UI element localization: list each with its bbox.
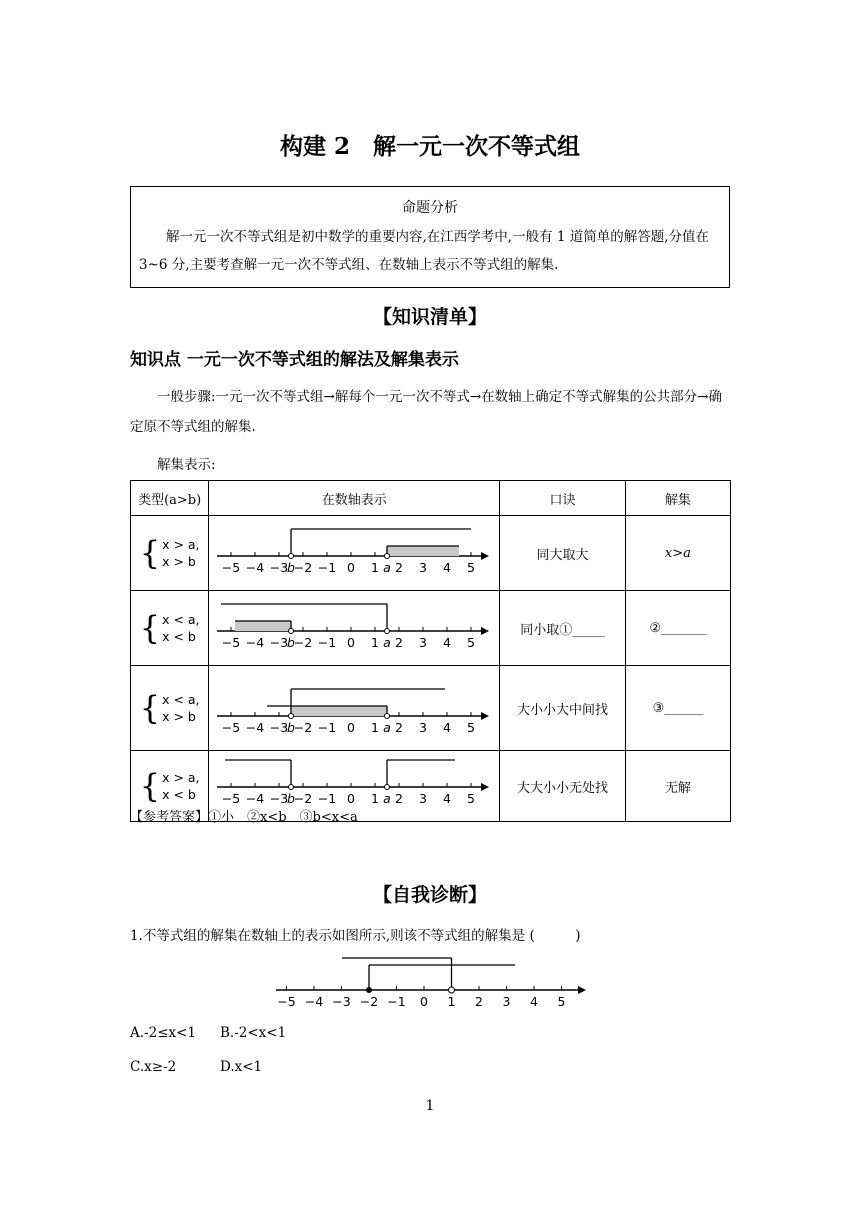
solution-cell: 无解 — [625, 751, 730, 822]
section-knowledge: 【知识清单】 — [372, 306, 487, 328]
tick-label: −1 — [318, 720, 337, 735]
tick-label: −3 — [270, 635, 289, 650]
tick-label: 1 — [371, 720, 380, 735]
tick-label: 5 — [467, 635, 476, 650]
tick-label: −3 — [270, 720, 289, 735]
option-d: D.x<1 — [220, 1059, 263, 1075]
tick-label: −5 — [277, 994, 296, 1009]
system-cell: { x > a, x > b — [131, 516, 209, 591]
option-a: A.-2≤x<1 — [130, 1025, 197, 1041]
tick-label: −3 — [270, 791, 289, 806]
tick-label: −4 — [304, 994, 324, 1009]
tick-label: 3 — [419, 791, 428, 806]
tick-label: 2 — [395, 635, 404, 650]
axis-arrow-icon — [578, 986, 586, 994]
tick-label: −2 — [294, 560, 313, 575]
tick-label: −1 — [318, 791, 337, 806]
tick-label: 2 — [395, 791, 404, 806]
solution-label: 解集表示: — [157, 457, 216, 473]
open-circle — [289, 629, 294, 634]
question-1-stem: 1.不等式组的解集在数轴上的表示如图所示,则该不等式组的解集是 ( ) — [130, 928, 581, 944]
tick-label: 5 — [467, 791, 476, 806]
solution-shading — [291, 706, 387, 716]
analysis-heading: 命题分析 — [402, 200, 458, 216]
tick-label: b — [287, 560, 296, 575]
brace-icon: { — [139, 534, 161, 572]
tick-label: 1 — [371, 635, 380, 650]
tick-label: 0 — [347, 560, 356, 575]
tick-label: 2 — [395, 560, 404, 575]
open-circle — [385, 554, 390, 559]
tick-label: a — [383, 791, 392, 806]
number-line — [209, 666, 499, 746]
open-circle — [449, 987, 455, 993]
tick-label: 4 — [443, 720, 452, 735]
tick-label: b — [287, 791, 296, 806]
brace-icon: { — [139, 767, 161, 805]
tick-label: a — [383, 560, 392, 575]
tick-label: a — [383, 635, 392, 650]
tick-label: −1 — [387, 994, 406, 1009]
tick-label: 5 — [557, 994, 566, 1009]
tick-label: −2 — [294, 720, 313, 735]
header-solution: 解集 — [625, 481, 730, 516]
tick-label: 5 — [467, 720, 476, 735]
rhyme-cell: 大大小小无处找 — [500, 751, 626, 822]
table-row — [131, 591, 731, 666]
tick-label: 1 — [447, 994, 456, 1009]
tick-label: 4 — [530, 994, 538, 1009]
tick-label: −4 — [246, 635, 265, 650]
option-b: B.-2<x<1 — [220, 1025, 287, 1041]
tick-label: b — [287, 720, 296, 735]
tick-label: 3 — [419, 720, 428, 735]
tick-label: −5 — [222, 791, 241, 806]
tick-label: −2 — [359, 994, 379, 1009]
tick-label: −3 — [332, 994, 351, 1009]
open-circle — [289, 554, 294, 559]
header-rhyme: 口诀 — [500, 481, 626, 516]
tick-label: 4 — [443, 560, 452, 575]
number-line — [209, 591, 499, 661]
tick-label: b — [287, 635, 296, 650]
tick-label: 0 — [347, 791, 356, 806]
open-circle — [385, 785, 390, 790]
header-numberline: 在数轴表示 — [209, 481, 500, 516]
option-c: C.x≥-2 — [130, 1059, 177, 1075]
analysis-box — [130, 186, 730, 288]
solution-shading — [235, 621, 291, 631]
tick-label: −5 — [222, 720, 241, 735]
table-row — [131, 516, 731, 591]
tick-label: 0 — [347, 635, 356, 650]
tick-label: −2 — [294, 635, 313, 650]
open-circle — [289, 785, 294, 790]
tick-label: a — [383, 720, 392, 735]
table-row — [131, 666, 731, 751]
number-line-cell — [209, 591, 500, 666]
tick-label: 0 — [347, 720, 356, 735]
closed-circle — [366, 987, 372, 993]
tick-label: 3 — [419, 560, 428, 575]
tick-label: −2 — [294, 791, 313, 806]
page-number: 1 — [425, 1098, 435, 1114]
answer-key: 【参考答案】①小 ②x<b ③b<x<a — [130, 810, 358, 825]
header-type: 类型(a>b) — [131, 481, 209, 516]
tick-label: 1 — [371, 791, 380, 806]
solution-shading — [387, 546, 459, 556]
open-circle — [385, 714, 390, 719]
rhyme-cell: 同大取大 — [500, 516, 626, 591]
brace-icon: { — [139, 689, 161, 727]
axis-arrow-icon — [481, 627, 489, 635]
tick-label: −4 — [246, 791, 265, 806]
rhyme-cell: 大小小大中间找 — [500, 666, 626, 751]
solution-cell: ③______ — [625, 666, 730, 751]
analysis-text: 解一元一次不等式组是初中数学的重要内容,在江西学考中,一般有 1 道简单的解答题,分值在 3~6 分,主要考查解一元一次不等式组、在数轴上表示不等式组的解集. — [139, 229, 710, 273]
axis-arrow-icon — [481, 712, 489, 720]
tick-label: −4 — [246, 560, 265, 575]
tick-label: 3 — [419, 635, 428, 650]
tick-label: −1 — [318, 635, 337, 650]
system-cell: { x < a, x < b — [131, 591, 209, 666]
tick-label: 5 — [467, 560, 476, 575]
page-title: 构建 2 解一元一次不等式组 — [279, 133, 580, 160]
tick-label: 2 — [475, 994, 483, 1009]
open-circle — [385, 629, 390, 634]
tick-label: 0 — [420, 994, 428, 1009]
tick-label: −4 — [246, 720, 265, 735]
steps-text: 一般步骤:一元一次不等式组→解每个一元一次不等式→在数轴上确定不等式解集的公共部分→确定原不等式组的解集. — [130, 389, 722, 435]
tick-label: 4 — [443, 791, 452, 806]
tick-label: −3 — [270, 560, 289, 575]
solution-cell: ②_______ — [625, 591, 730, 666]
axis-arrow-icon — [481, 552, 489, 560]
system-cell: { x > a, x < b — [131, 751, 209, 822]
rhyme-cell: 同小取①_____ — [500, 591, 626, 666]
tick-label: 2 — [395, 720, 404, 735]
system-cell: { x < a, x > b — [131, 666, 209, 751]
brace-icon: { — [139, 609, 161, 647]
solution-table — [130, 480, 731, 822]
number-line — [209, 516, 499, 586]
section-diagnosis: 【自我诊断】 — [372, 884, 487, 906]
tick-label: −1 — [318, 560, 337, 575]
tick-label: −5 — [222, 635, 241, 650]
tick-label: 3 — [502, 994, 511, 1009]
axis-arrow-icon — [481, 783, 489, 791]
number-line-cell — [209, 666, 500, 751]
knowledge-point-heading: 知识点 一元一次不等式组的解法及解集表示 — [130, 350, 459, 370]
open-circle — [289, 714, 294, 719]
number-line-cell — [209, 516, 500, 591]
tick-label: −5 — [222, 560, 241, 575]
question-1-number-line — [270, 950, 590, 1020]
solution-cell: x>a — [625, 516, 730, 591]
tick-label: 1 — [371, 560, 380, 575]
tick-label: 4 — [443, 635, 452, 650]
